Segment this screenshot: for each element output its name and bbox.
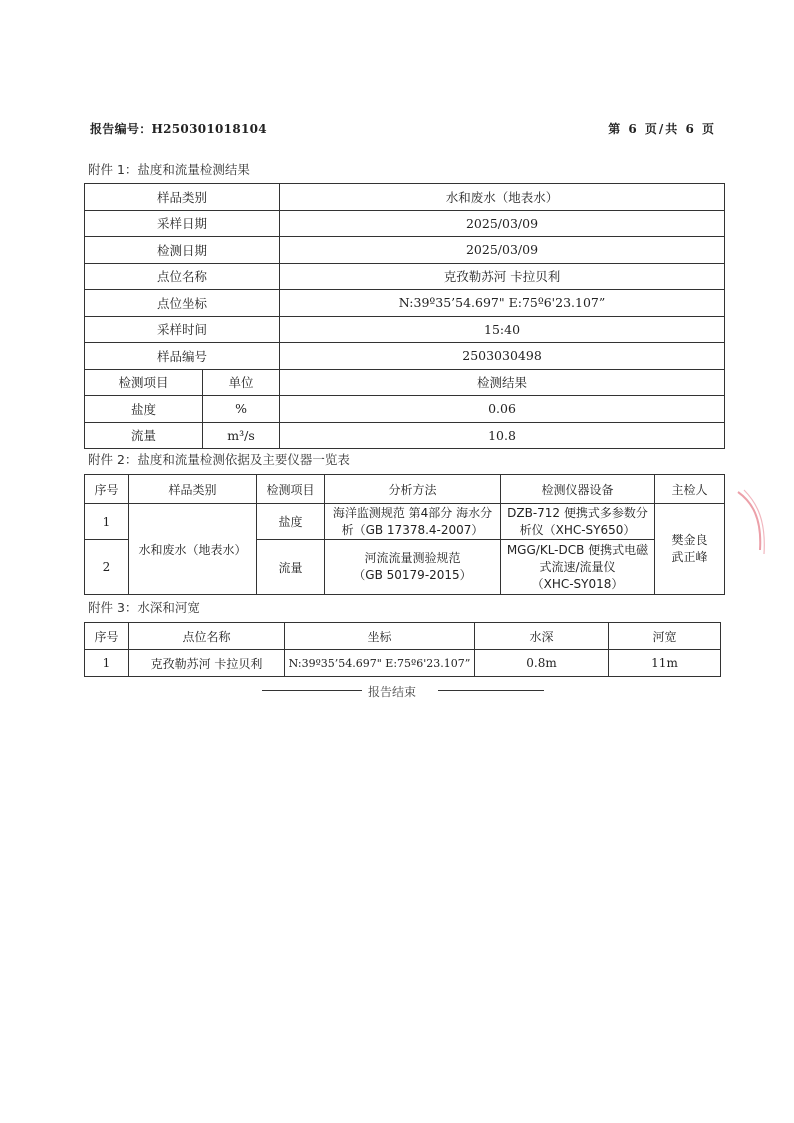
attachment1-caption: 附件 1：盐度和流量检测结果 [88,162,250,177]
table-header-row [85,623,721,650]
result-item: 盐度 [85,396,203,423]
table-row [85,396,725,423]
attachment3-caption: 附件 3：水深和河宽 [88,600,200,615]
info-label: 检测日期 [85,237,280,264]
table-row [85,650,721,677]
methods-instruments-table [84,474,725,595]
method-line: （GB 50179-2015） [353,568,472,582]
end-divider-right [438,690,544,691]
column-header: 样品类别 [129,475,257,504]
column-header: 水深 [475,623,609,650]
info-value: 2025/03/09 [280,237,725,264]
row-number: 1 [85,650,129,677]
table-header-row [85,475,725,504]
site-name: 克孜勒苏河 卡拉贝利 [129,650,285,677]
table-row [85,237,725,264]
info-label: 点位名称 [85,263,280,290]
info-value: 15:40 [280,316,725,343]
column-header: 检测项目 [85,369,203,396]
result-unit: m³/s [203,422,280,449]
report-header [84,118,716,138]
method-line: 河流流量测验规范 [364,551,461,565]
inspector-name: 武正峰 [671,550,708,564]
table-row [85,184,725,211]
end-divider-left [262,690,362,691]
analysis-method: 海洋监测规范 第4部分 海水分析（GB 17378.4-2007） [325,504,501,540]
result-item: 流量 [85,422,203,449]
info-label: 点位坐标 [85,290,280,317]
instrument: DZB-712 便携式多参数分析仪（XHC-SY650） [501,504,655,540]
column-header: 单位 [203,369,280,396]
analysis-method [325,540,501,595]
inspector-name: 樊金良 [671,533,708,547]
table-row [85,210,725,237]
river-width: 11m [609,650,721,677]
info-label: 采样时间 [85,316,280,343]
table-row [85,369,725,396]
test-item: 盐度 [257,504,325,540]
column-header: 检测项目 [257,475,325,504]
info-value: N:39º35’54.697" E:75º6'23.107” [280,290,725,317]
column-header: 主检人 [655,475,725,504]
info-label: 样品类别 [85,184,280,211]
page-indicator: 第 6 页/共 6 页 [608,122,716,136]
info-value: 2503030498 [280,343,725,370]
seal-edge-mark [732,488,768,558]
column-header: 河宽 [609,623,721,650]
row-number: 2 [85,540,129,595]
table-row [85,290,725,317]
table-row [85,422,725,449]
table-row [85,504,725,540]
report-end-text: 报告结束 [368,685,417,699]
column-header: 检测仪器设备 [501,475,655,504]
row-number: 1 [85,504,129,540]
info-value: 克孜勒苏河 卡拉贝利 [280,263,725,290]
report-number: 报告编号：H250301018104 [90,122,267,136]
site-coordinate: N:39º35’54.697" E:75º6'23.107” [285,650,475,677]
info-value: 2025/03/09 [280,210,725,237]
info-value: 水和废水（地表水） [280,184,725,211]
column-header: 序号 [85,623,129,650]
depth-width-table [84,622,721,677]
result-value: 0.06 [280,396,725,423]
test-item: 流量 [257,540,325,595]
table-row [85,343,725,370]
column-header: 序号 [85,475,129,504]
salinity-flow-results-table [84,183,725,449]
info-label: 采样日期 [85,210,280,237]
column-header: 分析方法 [325,475,501,504]
instrument [501,540,655,595]
instrument-line: （XHC-SY018） [531,576,624,591]
column-header: 点位名称 [129,623,285,650]
water-depth: 0.8m [475,650,609,677]
attachment2-caption: 附件 2：盐度和流量检测依据及主要仪器一览表 [88,452,350,467]
instrument-line: MGG/KL-DCB 便携式电磁式流速/流量仪 [506,542,649,574]
sample-category: 水和废水（地表水） [129,504,257,595]
result-unit: % [203,396,280,423]
table-row [85,263,725,290]
table-row [85,316,725,343]
column-header: 检测结果 [280,369,725,396]
result-value: 10.8 [280,422,725,449]
inspectors [655,504,725,595]
info-label: 样品编号 [85,343,280,370]
column-header: 坐标 [285,623,475,650]
